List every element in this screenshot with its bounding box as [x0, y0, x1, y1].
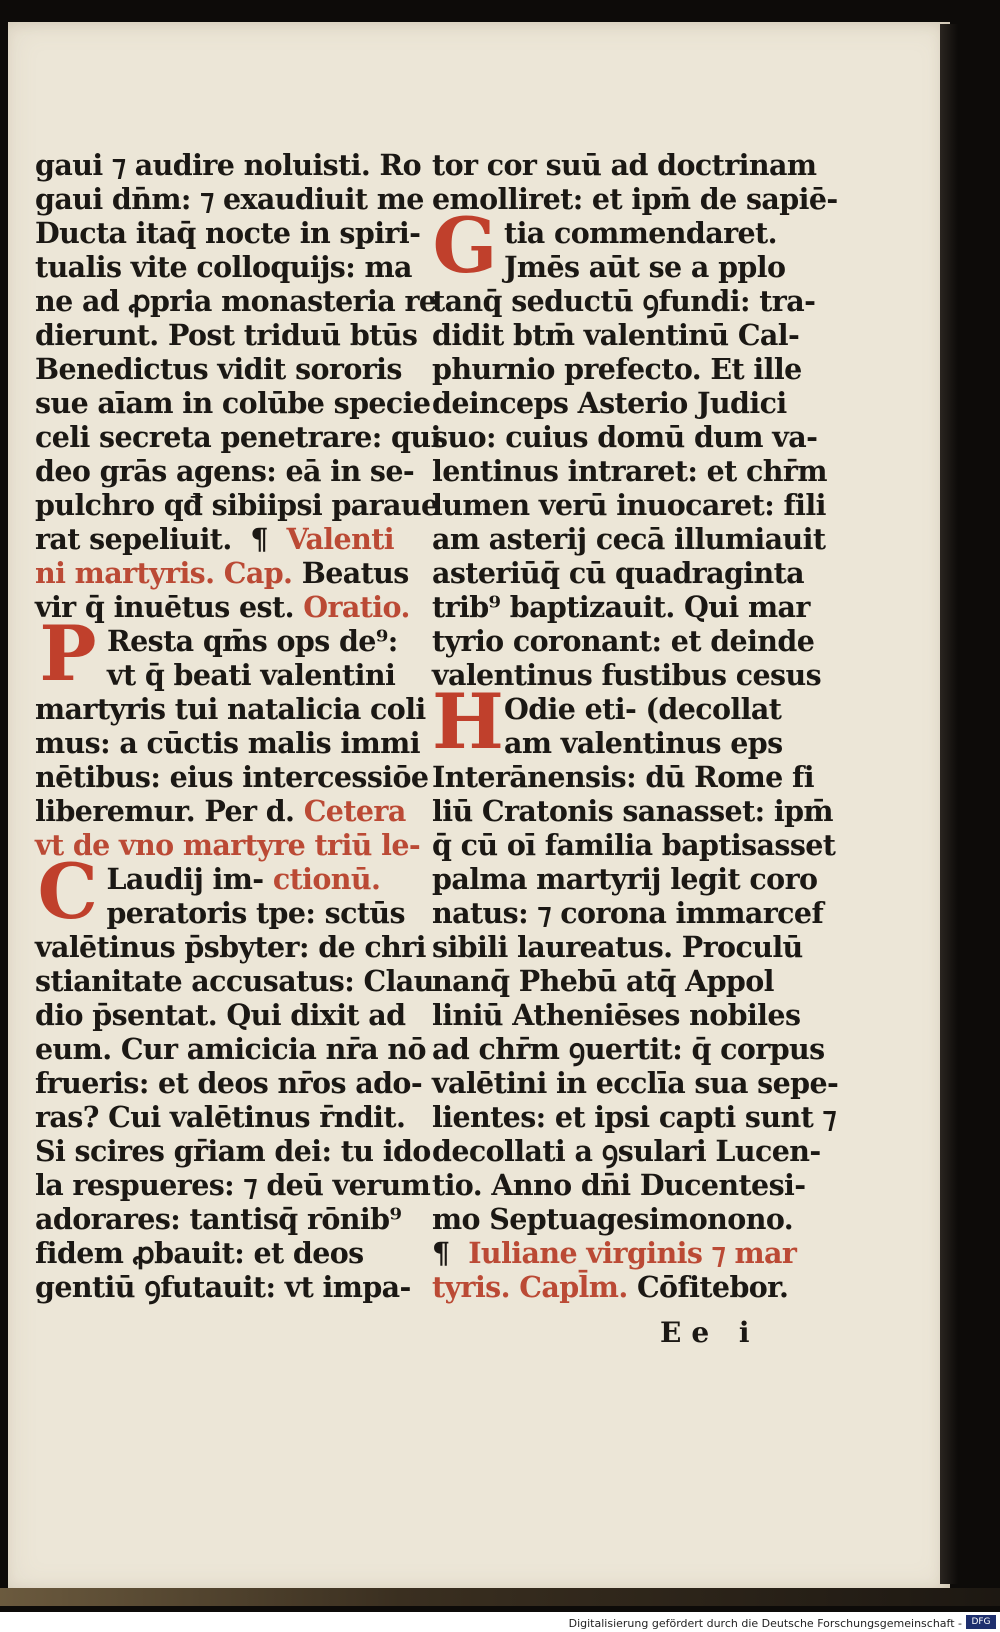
text-line: ne ad ꝓpria monasteria re: [35, 284, 437, 318]
decorated-initial: P: [39, 609, 97, 698]
text-line: tanq̄ seductū ꝯfundi: tra-: [432, 284, 816, 318]
text-line: lumen verū inuocaret: fili: [432, 488, 826, 522]
left-text-column: [35, 148, 441, 1304]
text-fragment: vir q̄ inuētus est.: [35, 590, 294, 624]
text-fragment: Cōfitebor.: [636, 1270, 789, 1304]
text-line: tyrio coronant: et deinde: [432, 624, 815, 658]
rubric-heading: tyris. Capl̄m.: [432, 1270, 628, 1304]
rubric-heading: Oratio.: [303, 590, 410, 624]
text-line: Si scires gr̄iam dei: tu ido: [35, 1134, 431, 1168]
text-fragment: Beatus: [301, 556, 409, 590]
text-line: tor cor suū ad doctrinam: [432, 148, 817, 182]
text-line: dierunt. Post triduū btūs: [35, 318, 418, 352]
text-line: am asterij cecā illumiauit: [432, 522, 826, 556]
text-line: fidem ꝓbauit: et deos: [35, 1236, 364, 1270]
text-line: emolliret: et ipm̄ de sapiē-: [432, 182, 838, 216]
text-line: natus: ⁊ corona immarcef: [432, 896, 824, 930]
text-line: Ducta itaq̄ nocte in spiri-: [35, 216, 421, 250]
text-line: suo: cuius domū dum va-: [432, 420, 818, 454]
text-line: vt q̄ beati valentini: [107, 658, 396, 692]
rubric-heading: vt de vno martyre triū le-: [35, 828, 421, 862]
text-line: adorares: tantisq̄ rōnib⁹: [35, 1202, 402, 1236]
text-line: asteriūq̄ cū quadraginta: [432, 556, 805, 590]
text-line: Resta qm̄s ops de⁹:: [107, 624, 398, 658]
rubric-heading: ni martyris. Cap.: [35, 556, 293, 590]
text-line: didit btm̄ valentinū Cal-: [432, 318, 800, 352]
text-line: gaui dn̄m: ⁊ exaudiuit me: [35, 182, 424, 216]
text-line: pulchro qđ sibiipsi paraue: [35, 488, 439, 522]
text-line: frueris: et deos nr̄os ado-: [35, 1066, 423, 1100]
text-line: [432, 1270, 812, 1304]
text-line: gaui ⁊ audire noluisti. Ro: [35, 148, 422, 182]
decorated-initial: G: [432, 201, 498, 290]
text-line: dio p̄sentat. Qui dixit ad: [35, 998, 406, 1032]
text-line: tualis vite colloquijs: ma: [35, 250, 412, 284]
right-text-column: [432, 148, 839, 1304]
text-line: palma martyrij legit coro: [432, 862, 818, 896]
text-line: [35, 556, 409, 590]
binding-edge: [0, 1588, 1000, 1606]
text-line: phurnio prefecto. Et ille: [432, 352, 802, 386]
rubric-heading: Cetera: [303, 794, 406, 828]
rubric-heading: ctionū.: [272, 862, 381, 896]
text-line: lientes: et ipsi capti sunt ⁊: [432, 1100, 837, 1134]
text-line: nanq̄ Phebū atq̄ Appol: [432, 964, 774, 998]
text-line: liniū Atheniēses nobiles: [432, 998, 801, 1032]
text-line: decollati a ꝯsulari Lucen-: [432, 1134, 821, 1168]
initial-block: [35, 847, 405, 936]
signature-mark: Ee i: [660, 1316, 760, 1349]
text-line: [35, 794, 405, 828]
text-line: [432, 1236, 812, 1270]
text-line: deinceps Asterio Judici: [432, 386, 787, 420]
text-line: peratoris tpe: sctūs: [106, 896, 405, 930]
text-line: ad chr̄m ꝯuertit: q̄ corpus: [432, 1032, 825, 1066]
text-line: Odie eti- (decollat: [504, 692, 782, 726]
text-line: la respueres: ⁊ deū verum: [35, 1168, 431, 1202]
text-fragment: liberemur. Per d.: [35, 794, 295, 828]
text-line: valētini in ecclīa sua sepe-: [432, 1066, 839, 1100]
text-line: eum. Cur amicicia nr̄a nō: [35, 1032, 426, 1066]
text-line: am valentinus eps: [504, 726, 783, 760]
text-line: mo Septuagesimonono.: [432, 1202, 794, 1236]
text-line: tio. Anno dn̄i Ducentesi-: [432, 1168, 806, 1202]
text-line: gentiū ꝯfutauit: vt impa-: [35, 1270, 411, 1304]
text-fragment: rat sepeliuit.: [35, 522, 232, 556]
text-line: liū Cratonis sanasset: ipm̄: [432, 794, 833, 828]
text-line: q̄ cū oī familia baptisasset: [432, 828, 836, 862]
text-line: mus: a cūctis malis immi: [35, 726, 420, 760]
text-line: valētinus p̄sbyter: de chri: [35, 930, 426, 964]
initial-block: [432, 201, 812, 290]
text-line: sue aīam in colūbe specie: [35, 386, 431, 420]
text-line: lentinus intraret: et chr̄m: [432, 454, 827, 488]
rubric-heading: Valenti: [286, 522, 394, 556]
text-line: sibili laureatus. Proculū: [432, 930, 803, 964]
footer-credit: Digitalisierung gefördert durch die Deutsche Forschungsgemeinschaft -: [568, 1617, 962, 1630]
text-line: nētibus: eius intercessiōe: [35, 760, 429, 794]
text-line: martyris tui natalicia coli: [35, 692, 426, 726]
text-line: trib⁹ baptizauit. Qui mar: [432, 590, 810, 624]
text-line: celi secreta penetrare: qui: [35, 420, 441, 454]
text-line: deo grās agens: eā in se-: [35, 454, 415, 488]
text-line: stianitate accusatus: Clau: [35, 964, 434, 998]
text-line: valentinus fustibus cesus: [432, 658, 822, 692]
page-edge: [940, 24, 958, 1584]
text-fragment: Laudij im-: [106, 862, 264, 896]
rubric-heading: Iuliane virginis ⁊ mar: [468, 1236, 797, 1270]
decorated-initial: H: [432, 677, 504, 766]
text-line: Interānensis: dū Rome fi: [432, 760, 814, 794]
decorated-initial: C: [37, 847, 98, 936]
text-line: Benedictus vidit sororis: [35, 352, 402, 386]
text-line: [106, 862, 405, 896]
text-line: tia commendaret.: [504, 216, 777, 250]
initial-block: [35, 609, 405, 698]
dfg-logo: DFG: [966, 1615, 996, 1629]
paragraph-mark: ¶: [432, 1236, 459, 1270]
text-line: [35, 522, 405, 556]
paragraph-mark: ¶: [241, 522, 278, 556]
text-line: ras? Cui valētinus r̄ndit.: [35, 1100, 406, 1134]
initial-block: [432, 677, 812, 766]
text-line: Jmēs aūt se a pplo: [504, 250, 786, 284]
